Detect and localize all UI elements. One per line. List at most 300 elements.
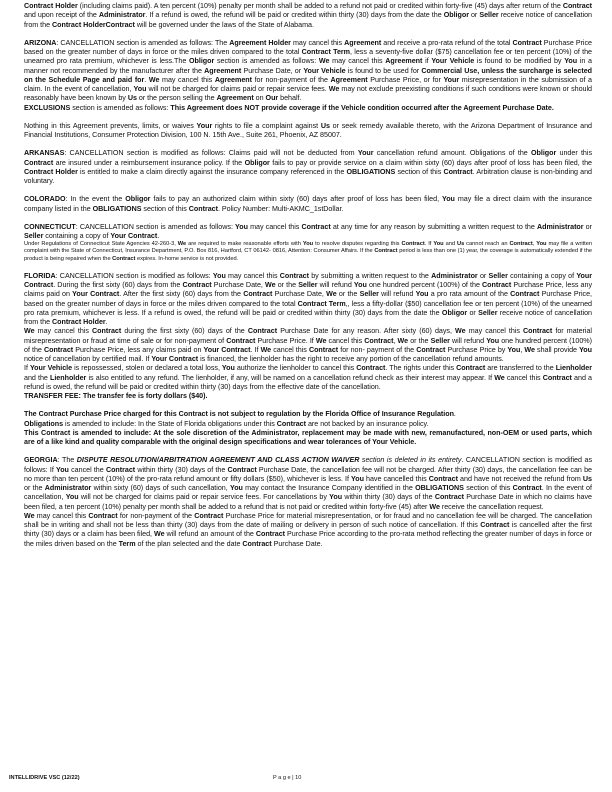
text-run: Contract	[301, 222, 331, 231]
text-run: Your Vehicle	[303, 66, 346, 75]
text-run: cancel this	[271, 345, 309, 354]
p-obligations	[24, 420, 592, 429]
text-run: . If a refund is owed, the refund will be paid or credited within thirty (30) days from the date the	[145, 11, 444, 20]
text-run: Administrator	[44, 484, 92, 493]
text-run: cannot reach an	[464, 241, 510, 248]
text-run: Contract	[308, 345, 339, 354]
text-run: Contract	[401, 241, 425, 248]
text-run: Contract	[227, 465, 257, 474]
text-run: Purchase Price for material misrepresentation, or for fraud and no cancellation fee will be charged. The cancellation shall be in writing and shall not be less than thirty (30) days from the date of mailing or delivery in person of such notice of cancellation. If this	[24, 511, 592, 530]
text-run: Contract	[356, 364, 386, 373]
text-run: We	[397, 336, 409, 345]
text-run: Contract	[279, 271, 309, 280]
text-run: Agreement	[216, 94, 254, 103]
paragraph-gap	[24, 113, 592, 122]
text-run: Obligor	[244, 158, 270, 167]
text-run: may not exclude preexisting conditions if such conditions were known or should reasonably have been known by	[24, 85, 592, 103]
text-run: containing a copy of	[507, 271, 577, 280]
text-run: a pro rata amount of the	[428, 290, 511, 299]
text-run: Purchase Date, or	[241, 66, 304, 75]
text-run: Purchase Price, less any claims paid on	[73, 345, 204, 354]
text-run: This Agreement does NOT provide coverage if the Vehicle condition occurred after the Agreement Purchase Date.	[170, 103, 554, 112]
p-arizona	[24, 39, 592, 104]
text-run: for non-payment of the	[251, 75, 331, 84]
text-run: Agreement	[344, 38, 382, 47]
text-run: : CANCELLATION section is modified as follows:	[55, 271, 213, 280]
text-run: Contract	[512, 484, 542, 493]
text-run: TRANSFER FEE: The transfer fee is forty dollars ($40).	[24, 392, 208, 401]
text-run: cancel this	[326, 336, 365, 345]
text-run: . During the first sixty (60) days from the	[53, 281, 183, 290]
text-run: at any time for any reason by submitting a written request to the	[330, 222, 537, 231]
text-run: or the	[275, 281, 299, 290]
text-run: Seller	[478, 308, 498, 317]
text-run: Contract	[105, 465, 136, 474]
text-run: Contract	[482, 281, 512, 290]
text-run: or	[477, 271, 489, 280]
paragraph-gap	[24, 30, 592, 39]
text-run: for non-payment of the	[117, 511, 195, 520]
text-run: Agreement	[204, 66, 242, 75]
text-run: If	[24, 364, 30, 373]
text-run: You	[229, 484, 243, 493]
text-run: FLORIDA	[24, 271, 56, 280]
form-identifier: INTELLIDRIVE VSC (12/22)	[9, 775, 80, 781]
text-run: Seller	[359, 290, 379, 299]
text-run: rights to file a complaint against	[212, 121, 321, 130]
text-run: You	[353, 281, 367, 290]
text-run: for material misrepresentation or fraud at time of sale or for non-payment of	[24, 327, 592, 345]
text-run: within thirty (30) days of the	[135, 465, 228, 474]
text-run: Under Regulations of Connecticut State Agencies 42-260-3,	[24, 241, 178, 248]
text-run: Contract	[443, 167, 473, 176]
text-run: Obligor	[441, 308, 468, 317]
text-run: OBLIGATIONS	[346, 167, 396, 176]
text-run: is amended to include: In the State of Florida obligations under this	[63, 419, 277, 428]
text-run: Obligations	[24, 419, 64, 428]
text-run: section is amended as follows:	[70, 103, 171, 112]
text-run: Contract	[510, 290, 540, 299]
text-run: Our	[265, 94, 279, 103]
text-run: .	[453, 410, 456, 419]
text-run: receive notice of cancellation from the	[24, 11, 592, 29]
text-run: You	[351, 474, 364, 483]
text-run: Obligor	[125, 195, 151, 204]
text-run: CONNECTICUT	[24, 222, 76, 231]
text-run: We	[328, 85, 340, 93]
text-run: Your	[196, 121, 213, 130]
text-run: and have not received the refund from	[457, 474, 583, 483]
text-run: Us	[127, 94, 137, 103]
p-arkansas	[24, 149, 592, 186]
text-run: We	[318, 57, 330, 66]
text-run: Nothing in this Agreement prevents, limits, or waives	[24, 121, 197, 130]
text-run: will refund	[317, 281, 354, 290]
text-run: or	[583, 222, 592, 231]
p-regulation	[24, 410, 592, 419]
text-run: Administrator	[431, 271, 478, 280]
text-run: We	[148, 75, 160, 84]
text-run: OBLIGATIONS	[92, 204, 142, 213]
text-run: Purchase Price. If	[255, 336, 316, 345]
text-run: We	[177, 241, 187, 248]
text-run: Your Vehicle	[431, 57, 475, 66]
text-run: receive notice of cancellation from the	[24, 308, 592, 327]
text-run: You	[329, 493, 343, 502]
text-run: Your	[443, 75, 460, 84]
text-run: during the first sixty (60) days of the	[121, 327, 248, 336]
text-run: may cancel this	[34, 327, 93, 336]
text-run: DISPUTE RESOLUTION/ARBITRATION AGREEMENT AND CLASS ACTION WAIVER	[76, 456, 360, 465]
text-run: Contract	[523, 327, 553, 336]
text-run: We	[24, 511, 35, 520]
text-run: Administrator	[536, 222, 584, 231]
text-run: Purchase Date in which no claims have been filed, a ten percent (10%) penalty per month shall be added to a refund that is not paid or credited within forty-five (45) after	[24, 493, 592, 511]
text-run: and upon receipt of the	[24, 11, 99, 20]
text-run: Your Contract	[151, 355, 199, 364]
text-run: Contract Holder	[24, 167, 78, 176]
text-run: cancel this	[504, 373, 543, 382]
text-run: Purchase Date,	[211, 281, 266, 290]
text-run: You	[536, 241, 547, 248]
text-run: are transferred to the	[485, 364, 556, 373]
text-run: EXCLUSIONS	[24, 103, 71, 112]
text-run: Agreement	[214, 75, 252, 84]
text-run: Purchase Price according to the pro-rata method reflecting the greater number of days in force or the miles driven based on the	[24, 530, 592, 548]
text-run: or	[467, 308, 479, 317]
text-run: This Contract is amended to include: At the sole discretion of the Administrator, replacement may be made with new, remanufactured, non-OEM or used parts, which are of a like kind and quality comparable with the original design specifications and wear tolerances of Your Vehicle.	[24, 428, 592, 447]
text-run: may contact the Insurance Company identified in the	[242, 484, 416, 493]
text-run: will be governed under the laws of the State of Alabama.	[134, 20, 314, 29]
text-run: Purchase Price, based on the greater number of days in force or the miles driven compared to the total	[24, 290, 593, 308]
text-run: may cancel this	[225, 271, 280, 280]
text-run: You	[65, 493, 79, 502]
p-nothing	[24, 122, 592, 141]
text-run: Your Vehicle	[29, 364, 73, 373]
text-run: Agreement Holder	[229, 38, 291, 47]
p-connecticut-small	[24, 241, 592, 263]
text-run: Your Contract	[24, 271, 592, 290]
text-run: for non- payment of the	[338, 345, 417, 354]
text-run: or the person selling the	[136, 94, 217, 103]
text-run: section of this	[395, 167, 444, 176]
text-run: Contract	[512, 38, 542, 47]
text-run: to resolve disputes regarding this	[313, 241, 402, 248]
text-run: Contract Term	[301, 48, 351, 56]
text-run: Contract	[428, 474, 458, 483]
text-run: Contract	[247, 327, 278, 336]
text-run: Contract	[364, 336, 394, 345]
text-run: Lienholder	[555, 364, 592, 373]
text-run: or the	[336, 290, 360, 299]
text-run: We	[326, 290, 337, 299]
text-run: Purchase Date, the cancellation fee will not be charged. After thirty (30) days, the cancellation fee can be no more than ten percent (10%) of the pro-rata refund amount or fifty dollars ($50), whichever is less. If	[24, 465, 593, 483]
text-run: : CANCELLATION section is amended as follows:	[75, 222, 236, 231]
text-run: We	[260, 345, 272, 354]
text-run: ,	[532, 241, 537, 248]
text-run: OBLIGATIONS	[415, 484, 464, 493]
text-run: fails to pay an authorized claim within sixty (60) days after proof of loss has been filed,	[150, 195, 442, 204]
text-run: ,, less a fifty-dollar ($50) cancellation fee or ten percent (10%) of the unearned pro rata premium, whichever is less. If a refund is owed, the refund will be paid or credited within thirty (30) days from the date the	[24, 299, 593, 317]
text-run: under this	[556, 149, 592, 158]
text-run: Commercial Use, unless the surcharge is selected on the Schedule Page and paid for	[24, 66, 592, 84]
text-run: . After the first sixty (60) days from the	[119, 290, 244, 299]
text-run: Your Contract	[203, 345, 251, 354]
text-run: containing a copy of	[43, 232, 111, 240]
p-intro	[24, 2, 592, 30]
text-run: Purchase Date for any reason. After sixty (60) days,	[277, 327, 456, 336]
text-run: Contract	[255, 530, 286, 539]
text-run: section of this	[141, 204, 189, 213]
text-run: . If	[424, 241, 434, 248]
text-run: within thirty (30) days of the	[342, 493, 435, 502]
text-run: Contract	[434, 493, 465, 502]
text-run: will refund an amount of the	[164, 530, 256, 539]
text-run: Purchase Price based on the greater number of days in force or the miles driven compared to the total	[24, 38, 592, 56]
text-run: is found to be used for	[345, 66, 422, 75]
text-run: You	[235, 222, 248, 231]
text-run: Purchase Price by	[445, 345, 508, 354]
text-run: Your Contract	[110, 232, 158, 240]
text-run: Us	[456, 241, 465, 248]
text-run: : The	[57, 456, 77, 465]
text-run: have cancelled this	[363, 474, 429, 483]
text-run: Contract	[242, 539, 272, 548]
text-run: We	[265, 281, 276, 290]
text-run: Purchase Date,	[272, 290, 327, 299]
text-run: is cancelled after the first thirty (30) days or a claim has been filed,	[24, 521, 592, 539]
paragraph-gap	[24, 214, 592, 223]
text-run: Administrator	[98, 11, 146, 20]
text-run: section is deleted in its entirety	[359, 456, 462, 465]
text-run: Term	[118, 539, 136, 548]
text-run: Contract Holder	[24, 2, 78, 10]
text-run: . Policy Number: Multi-AKMC_1stDollar.	[217, 204, 344, 213]
paragraph-gap	[24, 140, 592, 149]
text-run: one hundred percent (100%) of the	[24, 336, 592, 354]
text-run: You	[415, 290, 429, 299]
text-run: if	[422, 57, 432, 66]
text-run: and receive a pro-rata refund of the total	[381, 38, 513, 47]
text-run: Your	[357, 149, 374, 158]
text-run: receive the cancellation request.	[439, 502, 544, 511]
text-run: may cancel this	[159, 75, 215, 84]
text-run: You	[579, 345, 592, 354]
text-run: Contract	[374, 248, 398, 255]
text-run: Contract	[456, 364, 486, 373]
text-run: notice of cancellation by certified mail. If	[24, 355, 152, 364]
text-run: Purchase Price, less any claims paid on	[24, 281, 593, 299]
text-run: We	[153, 530, 165, 539]
text-run: You	[564, 57, 578, 66]
text-run: Contract	[88, 511, 118, 520]
text-run: Contract	[276, 419, 306, 428]
text-run: behalf.	[278, 94, 302, 103]
text-run: is also entitled to any refund. The lienholder, if any, will be named on a cancellation refund check as their interest may appear. If	[86, 373, 495, 382]
p-florida	[24, 272, 592, 328]
text-run: The Contract Purchase Price charged for this Contract is not subject to regulation by the Florida Office of Insurance Regulation	[24, 410, 454, 419]
text-run: Contract Holder	[52, 318, 106, 327]
text-run: are insured under a reimbursement insurance policy. If the	[53, 158, 245, 167]
text-run: may file a direct claim with the insurance company listed in the	[24, 195, 592, 213]
text-run: Contract	[480, 521, 510, 530]
text-run: Contract Holder	[52, 20, 106, 29]
document-body	[24, 2, 592, 549]
text-run: Obligor	[531, 149, 557, 158]
text-run: We	[524, 345, 535, 354]
text-run: You	[507, 345, 521, 354]
text-run: Contract	[188, 204, 218, 213]
text-run: Contract Term	[297, 299, 346, 308]
text-run: and a refund is owed, the refund will be paid or credited within thirty (30) days from the effective date of the cancellation.	[24, 373, 593, 391]
text-run: Agreement	[330, 75, 368, 84]
text-run: cancellation refund amount. Obligations of the	[373, 149, 531, 158]
text-run: period is less than one (1) year, the coverage is automatically extended if the product is being repaired when the	[24, 248, 592, 262]
text-run: or the	[24, 484, 45, 493]
text-run: on	[253, 94, 266, 103]
text-run: Contract	[416, 345, 446, 354]
text-run: We	[455, 327, 466, 336]
text-run: is financed, the lienholder has the right to receive any portion of the cancellation refund amounts.	[198, 355, 504, 364]
text-run: may cancel this	[290, 38, 345, 47]
text-run: Obligor	[443, 11, 469, 20]
text-run: in a manner not recommended by the manufacturer after the	[24, 57, 592, 75]
text-run: will refund	[449, 336, 487, 345]
text-run: Agreement	[385, 57, 423, 66]
text-run: cancel the	[68, 465, 106, 474]
text-run: We	[494, 373, 505, 382]
text-run: expires. In-home service is not provided.	[135, 255, 239, 262]
p-colorado	[24, 195, 592, 214]
text-run: shall provide	[534, 345, 580, 354]
text-run: Contract	[562, 2, 593, 10]
text-run: . If	[250, 345, 261, 354]
text-run: are not backed by an insurance policy.	[306, 419, 429, 428]
p-transfer	[24, 392, 592, 401]
text-run: You	[486, 336, 500, 345]
p-florida-3	[24, 364, 592, 392]
text-run: You	[56, 465, 69, 474]
text-run: section of this	[463, 484, 513, 493]
text-run: : CANCELLATION section is amended as follows: The	[56, 38, 230, 47]
text-run: is found to be modified by	[474, 57, 565, 66]
text-run: Contract	[182, 281, 212, 290]
text-run: GEORGIA	[24, 456, 58, 465]
p-georgia	[24, 456, 592, 512]
text-run: Contract	[194, 511, 224, 520]
text-run: . In the event of cancellation,	[24, 484, 592, 502]
text-run: ARIZONA	[24, 38, 57, 47]
page-number: P a g e | 10	[273, 775, 302, 781]
text-run: You	[133, 85, 147, 93]
text-run: may cancel this	[465, 327, 524, 336]
text-run: Contract	[43, 345, 74, 354]
text-run: Obligor	[188, 57, 215, 66]
text-run: and the	[24, 373, 50, 382]
text-run: .	[144, 75, 149, 84]
text-run: misrepresentation in the submission of a claim. In the event of cancellation,	[24, 75, 592, 93]
text-run: Contract	[226, 336, 256, 345]
text-run: will not be charged for claims paid or repair service fees.	[146, 85, 329, 93]
p-georgia-2	[24, 512, 592, 549]
text-run: : In the event the	[65, 195, 126, 204]
text-run: within sixty (60) days of such cancellation,	[91, 484, 230, 493]
text-run: will not be charged for claims paid or repair service fees. For cancellations by	[78, 493, 330, 502]
text-run: You	[441, 195, 455, 204]
text-run: Purchase Price, or for	[367, 75, 444, 84]
text-run: of the plan selected and the date	[135, 539, 243, 548]
text-run: by submitting a written request to the	[308, 271, 432, 280]
text-run: section is amended as follows:	[214, 57, 319, 66]
text-run: Us	[320, 121, 330, 130]
text-run: or seek remedy available thereto, with the Arizona Department of Insurance and Financial Institutions, Consumer Protection Division, 100 N. 15th Ave., Suite 261, Phoenix, AZ 85007.	[24, 121, 592, 139]
text-run: We	[24, 327, 35, 336]
text-run: Lienholder	[50, 373, 87, 382]
text-run: are required to make reasonable efforts with	[186, 241, 303, 248]
text-run: Seller	[430, 336, 450, 345]
text-run: may cancel this	[329, 57, 386, 66]
p-exclusions	[24, 104, 592, 113]
text-run: Contract	[24, 158, 54, 167]
text-run: one hundred percent (100%) of the	[366, 281, 483, 290]
text-run: Contract	[105, 20, 135, 29]
text-run: (including claims paid). A ten percent (10%) penalty per month shall be added to a refund not paid or credited within forty-five (45) days after return of the	[77, 2, 563, 10]
text-run: ARKANSAS	[24, 149, 65, 158]
text-run: is entitled to make a claim directly against the insurance company referenced in the	[77, 167, 347, 176]
p-florida-2	[24, 327, 592, 364]
text-run: may cancel this	[247, 222, 302, 231]
text-run: fails to pay or provide service on a claim within sixty (60) days after proof of loss has been filed, the	[269, 158, 592, 167]
text-run: Contract	[112, 255, 136, 262]
text-run: : CANCELLATION section is modified as follows: Claims paid will not be deducted from	[64, 149, 358, 158]
text-run: .	[105, 318, 108, 327]
text-run: . Arbitration clause is non-binding and voluntary.	[24, 167, 593, 185]
text-run: or	[468, 11, 480, 20]
text-run: Seller	[24, 232, 44, 240]
text-run: may cancel this	[34, 511, 89, 520]
p-connecticut	[24, 223, 592, 242]
text-run: Seller	[488, 271, 508, 280]
text-run: . CANCELLATION section is modified as follows: If	[24, 456, 592, 474]
text-run: Us	[582, 474, 592, 483]
text-run: COLORADO	[24, 195, 66, 204]
text-run: You	[221, 364, 235, 373]
text-run: You	[302, 241, 314, 248]
text-run: will refund	[378, 290, 416, 299]
text-run: You	[212, 271, 226, 280]
paragraph-gap	[24, 186, 592, 195]
text-run: Contract	[542, 373, 572, 382]
text-run: Contract	[243, 290, 273, 299]
text-run: , less a seventy-five dollar ($75) cancellation fee or ten percent (10%) of the unearned pro rata premium, whichever is less.The	[24, 48, 592, 66]
text-run: and	[443, 241, 457, 248]
text-run: ,	[520, 345, 525, 354]
text-run: You	[433, 241, 444, 248]
text-run: ,	[393, 336, 398, 345]
text-run: may file a written complaint with the State of Connecticut, Insurance Department, P.O. Box 816, Hartford, CT 06142- 0816, Attention: Consumer Affairs. If the	[24, 241, 593, 255]
text-run: We	[315, 336, 327, 345]
paragraph-gap	[24, 401, 592, 410]
text-run: Seller	[298, 281, 318, 290]
text-run: We	[429, 502, 440, 511]
p-amended	[24, 429, 592, 448]
text-run: Contract	[509, 241, 533, 248]
text-run: is repossessed, stolen or declared a total loss,	[72, 364, 222, 373]
text-run: Your Contract	[72, 290, 120, 299]
paragraph-gap	[24, 447, 592, 456]
text-run: Contract	[92, 327, 122, 336]
paragraph-gap	[24, 263, 592, 272]
